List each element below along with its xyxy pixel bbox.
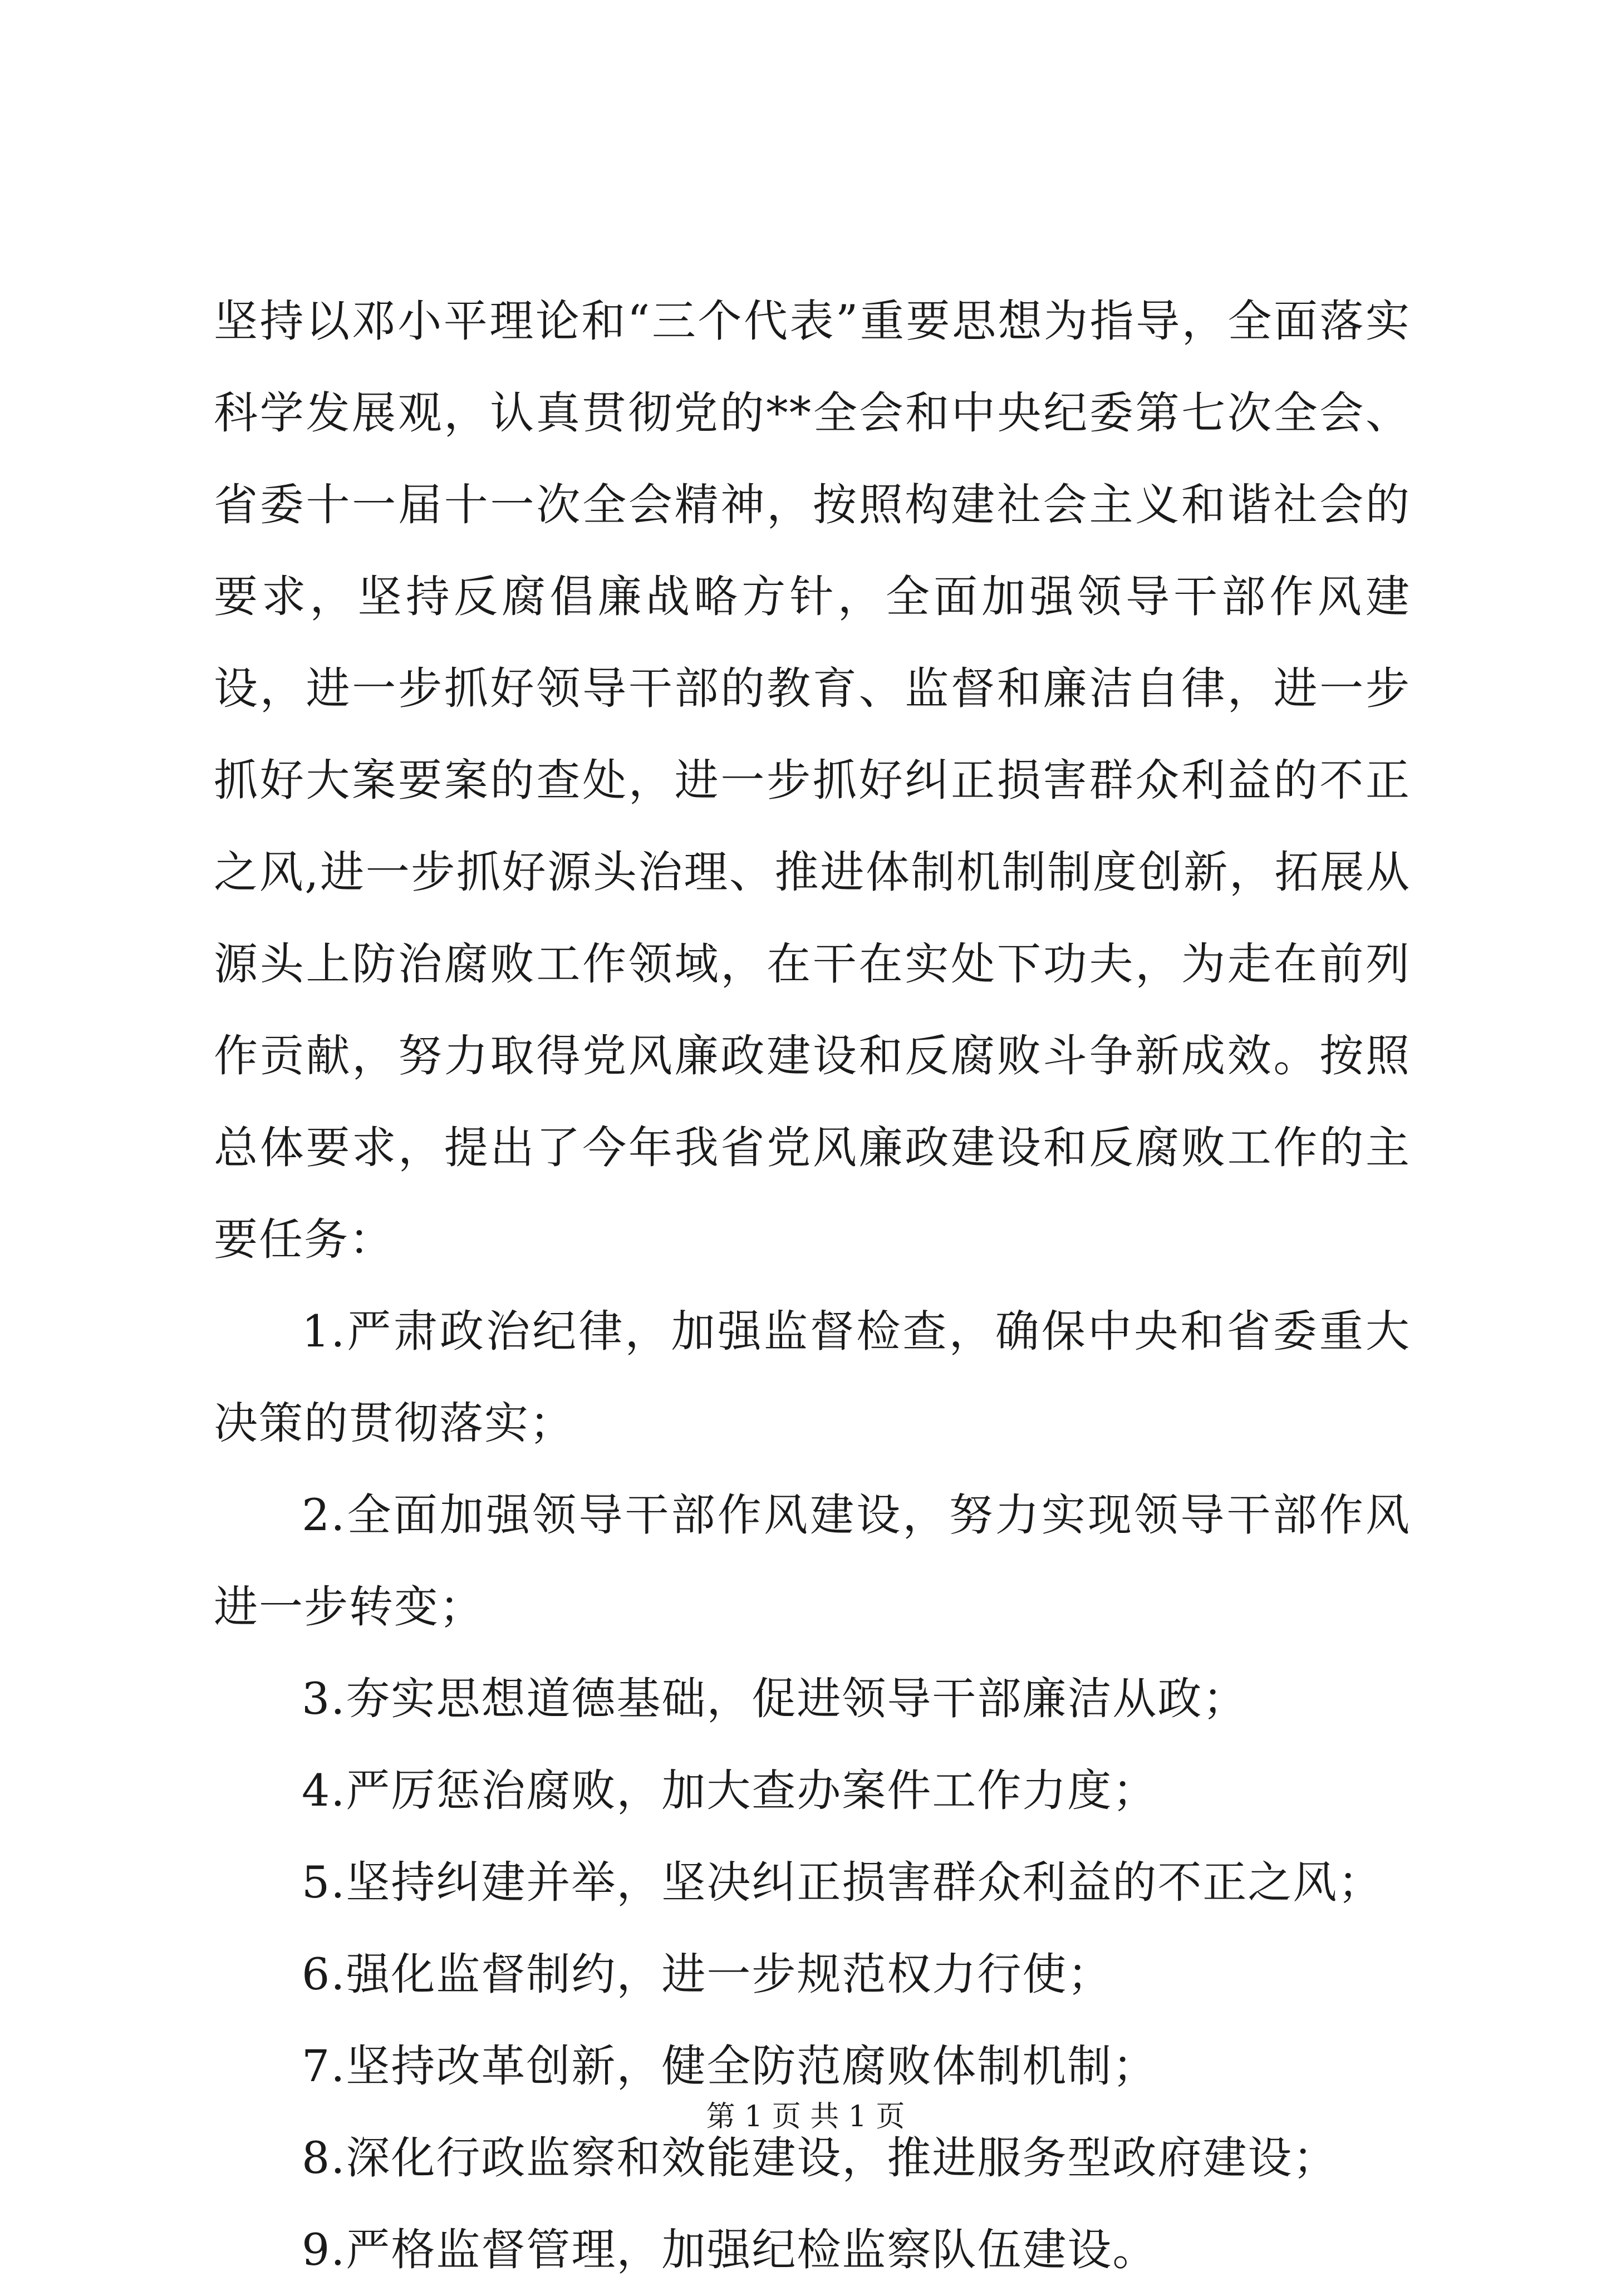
task-item-2: 2.全面加强领导干部作风建设，努力实现领导干部作风进一步转变； [214, 1489, 1411, 1633]
task-item-1: 1.严肃政治纪律，加强监督检查，确保中央和省委重大决策的贯彻落实； [214, 1306, 1411, 1449]
task-item-5: 5.坚持纠建并举，坚决纠正损害群众利益的不正之风； [302, 1857, 1383, 1908]
task-item-8: 8.深化行政监察和效能建设，推进服务型政府建设； [302, 2132, 1338, 2184]
document-body [214, 276, 1411, 2296]
task-item-9: 9.严格监督管理，加强纪检监察队伍建设。 [302, 2224, 1158, 2275]
task-item-6: 6.强化监督制约，进一步规范权力行使； [302, 1949, 1113, 2000]
task-item-4: 4.严厉惩治腐败，加大查办案件工作力度； [302, 1765, 1158, 1816]
task-item-3: 3.夯实思想道德基础，促进领导干部廉洁从政； [302, 1673, 1248, 1724]
intro-paragraph: 坚持以邓小平理论和“三个代表”重要思想为指导，全面落实科学发展观，认真贯彻党的**全会和中央纪委第七次全会、省委十一届十一次全会精神，按照构建社会主义和谐社会的要求，坚持反腐倡廉战略方针，全面加强领导干部作风建设，进一步抓好领导干部的教育、监督和廉洁自律，进一步抓好大案要案的查处，进一步抓好纠正损害群众利益的不正之风,进一步抓好源头治理、推进体制机制制度创新，拓展从源头上防治腐败工作领域，在干在实处下功夫，为走在前列作贡献，努力取得党风廉政建设和反腐败斗争新成效。按照总体要求，提出了今年我省党风廉政建设和反腐败工作的主要任务： [214, 296, 1411, 1265]
page-footer: 第 1 页 共 1 页 [706, 2100, 905, 2133]
task-item-7: 7.坚持改革创新，健全防范腐败体制机制； [302, 2041, 1158, 2092]
